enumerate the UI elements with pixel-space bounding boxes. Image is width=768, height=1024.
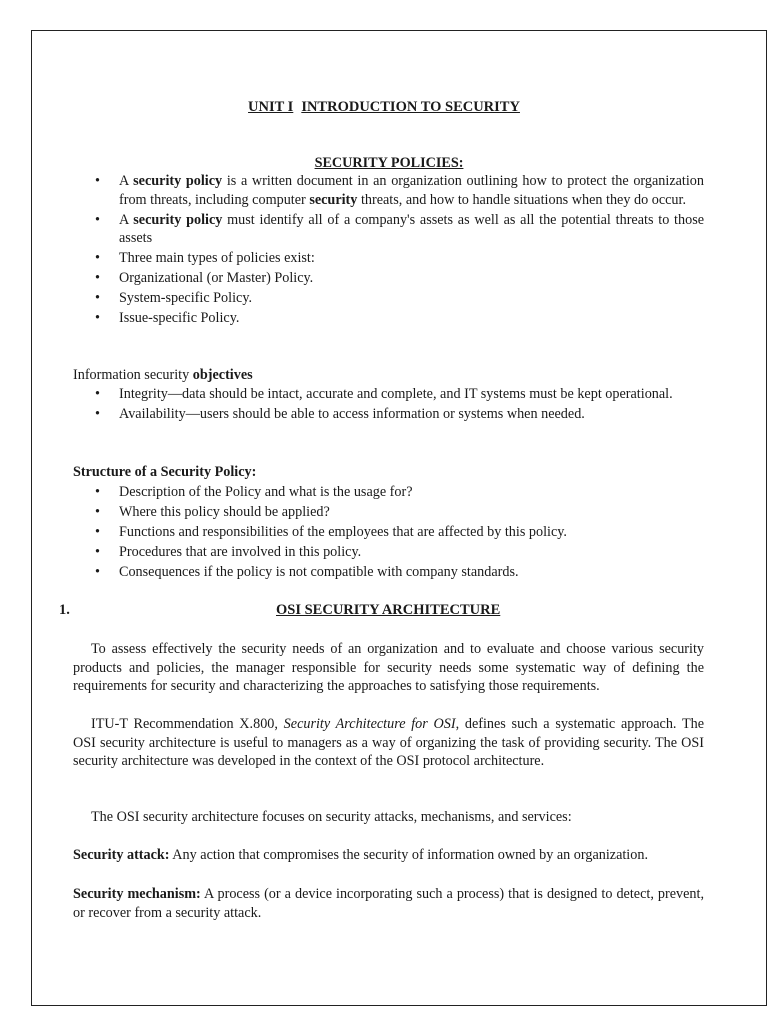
- list-item: • Functions and responsibilities of the employees that are affected by this policy.: [95, 523, 704, 542]
- section-number: 1.: [59, 602, 70, 618]
- policies-list: [95, 172, 704, 329]
- list-item: • Three main types of policies exist:: [95, 249, 704, 268]
- structure-heading: Structure of a Security Policy:: [73, 464, 257, 480]
- list-item: • Description of the Policy and what is the usage for?: [95, 483, 704, 502]
- security-mechanism-definition: Security mechanism: A process (or a device incorporating such a process) that is designed to detect, prevent, or recover from a security attack.: [73, 886, 704, 921]
- osi-paragraph-3: The OSI security architecture focuses on security attacks, mechanisms, and services:: [91, 809, 572, 825]
- osi-paragraph-2: ITU-T Recommendation X.800, Security Architecture for OSI, defines such a systematic approach. The OSI security architecture is useful to managers as a way of organizing the task of providing security. The OSI security architecture was developed in the context of the OSI protocol architecture.: [73, 716, 705, 769]
- list-item: • A security policy is a written document in an organization outlining how to protect the organization from threats, including computer security threats, and how to handle situations when they do occur.: [95, 172, 704, 209]
- list-item: • Procedures that are involved in this policy.: [95, 543, 704, 562]
- list-item: • Issue-specific Policy.: [95, 309, 704, 328]
- list-item: • A security policy must identify all of a company's assets as well as all the potential threats to those assets: [95, 211, 704, 248]
- policies-heading: SECURITY POLICIES:: [314, 155, 464, 171]
- list-item: • Integrity—data should be intact, accurate and complete, and IT systems must be kept operational.: [95, 385, 704, 404]
- objectives-label: Information security objectives: [73, 367, 253, 383]
- structure-list: [95, 483, 704, 583]
- security-attack-definition: Security attack: Any action that compromises the security of information owned by an organization.: [73, 847, 648, 863]
- unit-title: INTRODUCTION TO SECURITY: [301, 99, 520, 115]
- objectives-list: [95, 385, 704, 425]
- osi-section-heading: [59, 602, 519, 619]
- unit-heading: [0, 98, 768, 117]
- list-item: • Organizational (or Master) Policy.: [95, 269, 704, 288]
- list-item: • Consequences if the policy is not compatible with company standards.: [95, 563, 704, 582]
- list-item: • System-specific Policy.: [95, 289, 704, 308]
- list-item: • Where this policy should be applied?: [95, 503, 704, 522]
- list-item: • Availability—users should be able to access information or systems when needed.: [95, 405, 704, 424]
- unit-number: UNIT I: [248, 99, 294, 115]
- osi-paragraph-1: To assess effectively the security needs of an organization and to evaluate and choose various security products and policies, the manager responsible for security needs some systematic way of defining the requirements for security and characterizing the approaches to satisfying those requirements.: [73, 641, 704, 694]
- section-title: OSI SECURITY ARCHITECTURE: [276, 602, 501, 618]
